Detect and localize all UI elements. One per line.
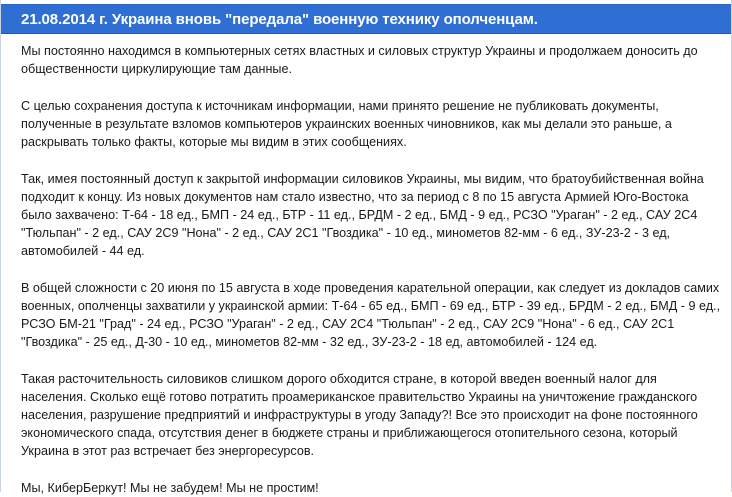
paragraph-policy: С целью сохранения доступа к источникам информации, нами принято решение не публиковать документы, полученные в результате взломов компьютеров украинских военных чиновников, как мы делали это раньше, а раскрывать только факты, которые мы видим в этих сообщениях. bbox=[21, 99, 672, 149]
paragraph-captured-aug: Так, имея постоянный доступ к закрытой информации силовиков Украины, мы видим, что братоубийственная война подходит к концу. Из новых документов нам стало известно, что за период с 8 по 15 августа Армией Юго-Востока было захвачено: Т-64 - 18 ед., БМП - 24 ед., БТР - 11 ед., БРДМ - 2 ед., БМД - 9 ед., РСЗО "Ураган" - 2 ед., САУ 2С4 "Тюльпан" - 2 ед., САУ 2С9 "Нона" - 2 ед., САУ 2С1 "Гвоздика" - 10 ед., минометов 82-мм - 6 ед., ЗУ-23-2 - 3 ед, автомобилей - 44 ед. bbox=[21, 172, 704, 258]
paragraph-signoff: Мы, КиберБеркут! Мы не забудем! Мы не простим! bbox=[21, 481, 319, 495]
post-body bbox=[21, 42, 721, 497]
paragraph-intro: Мы постоянно находимся в компьютерных сетях властных и силовых структур Украины и продолжаем доносить до общественности циркулирующие там данные. bbox=[21, 44, 698, 76]
paragraph-captured-total: В общей сложности с 20 июня по 15 августа в ходе проведения карательной операции, как следует из докладов самих военных, ополченцы захватили у украинской армии: Т-64 - 65 ед., БМП - 69 ед., БТР - 39 ед., БРДМ - 2 ед., БМД - 9 ед., РСЗО БМ-21 "Град" - 24 ед., РСЗО "Ураган" - 2 ед., САУ 2С4 "Тюльпан" - 2 ед., САУ 2С9 "Нона" - 6 ед., САУ 2С1 "Гвоздика" - 25 ед., Д-30 - 10 ед., минометов 82-мм - 32 ед., ЗУ-23-2 - 18 ед, автомобилей - 124 ед. bbox=[21, 281, 721, 349]
post-header-bar bbox=[1, 4, 731, 34]
post-title: 21.08.2014 г. Украина вновь "передала" военную технику ополченцам. bbox=[21, 10, 538, 28]
paragraph-costs: Такая расточительность силовиков слишком дорого обходится стране, в которой введен военный налог для населения. Сколько ещё готово потратить проамериканское правительство Украины на уничтожение гражданского населения, разрушение предприятий и инфраструктуры в угоду Западу?! Все это происходит на фоне постоянного экономического спада, отсутствия денег в бюджете страны и приближающегося отопительного сезона, который Украина в этот раз встречает без энергоресурсов. bbox=[21, 372, 698, 458]
